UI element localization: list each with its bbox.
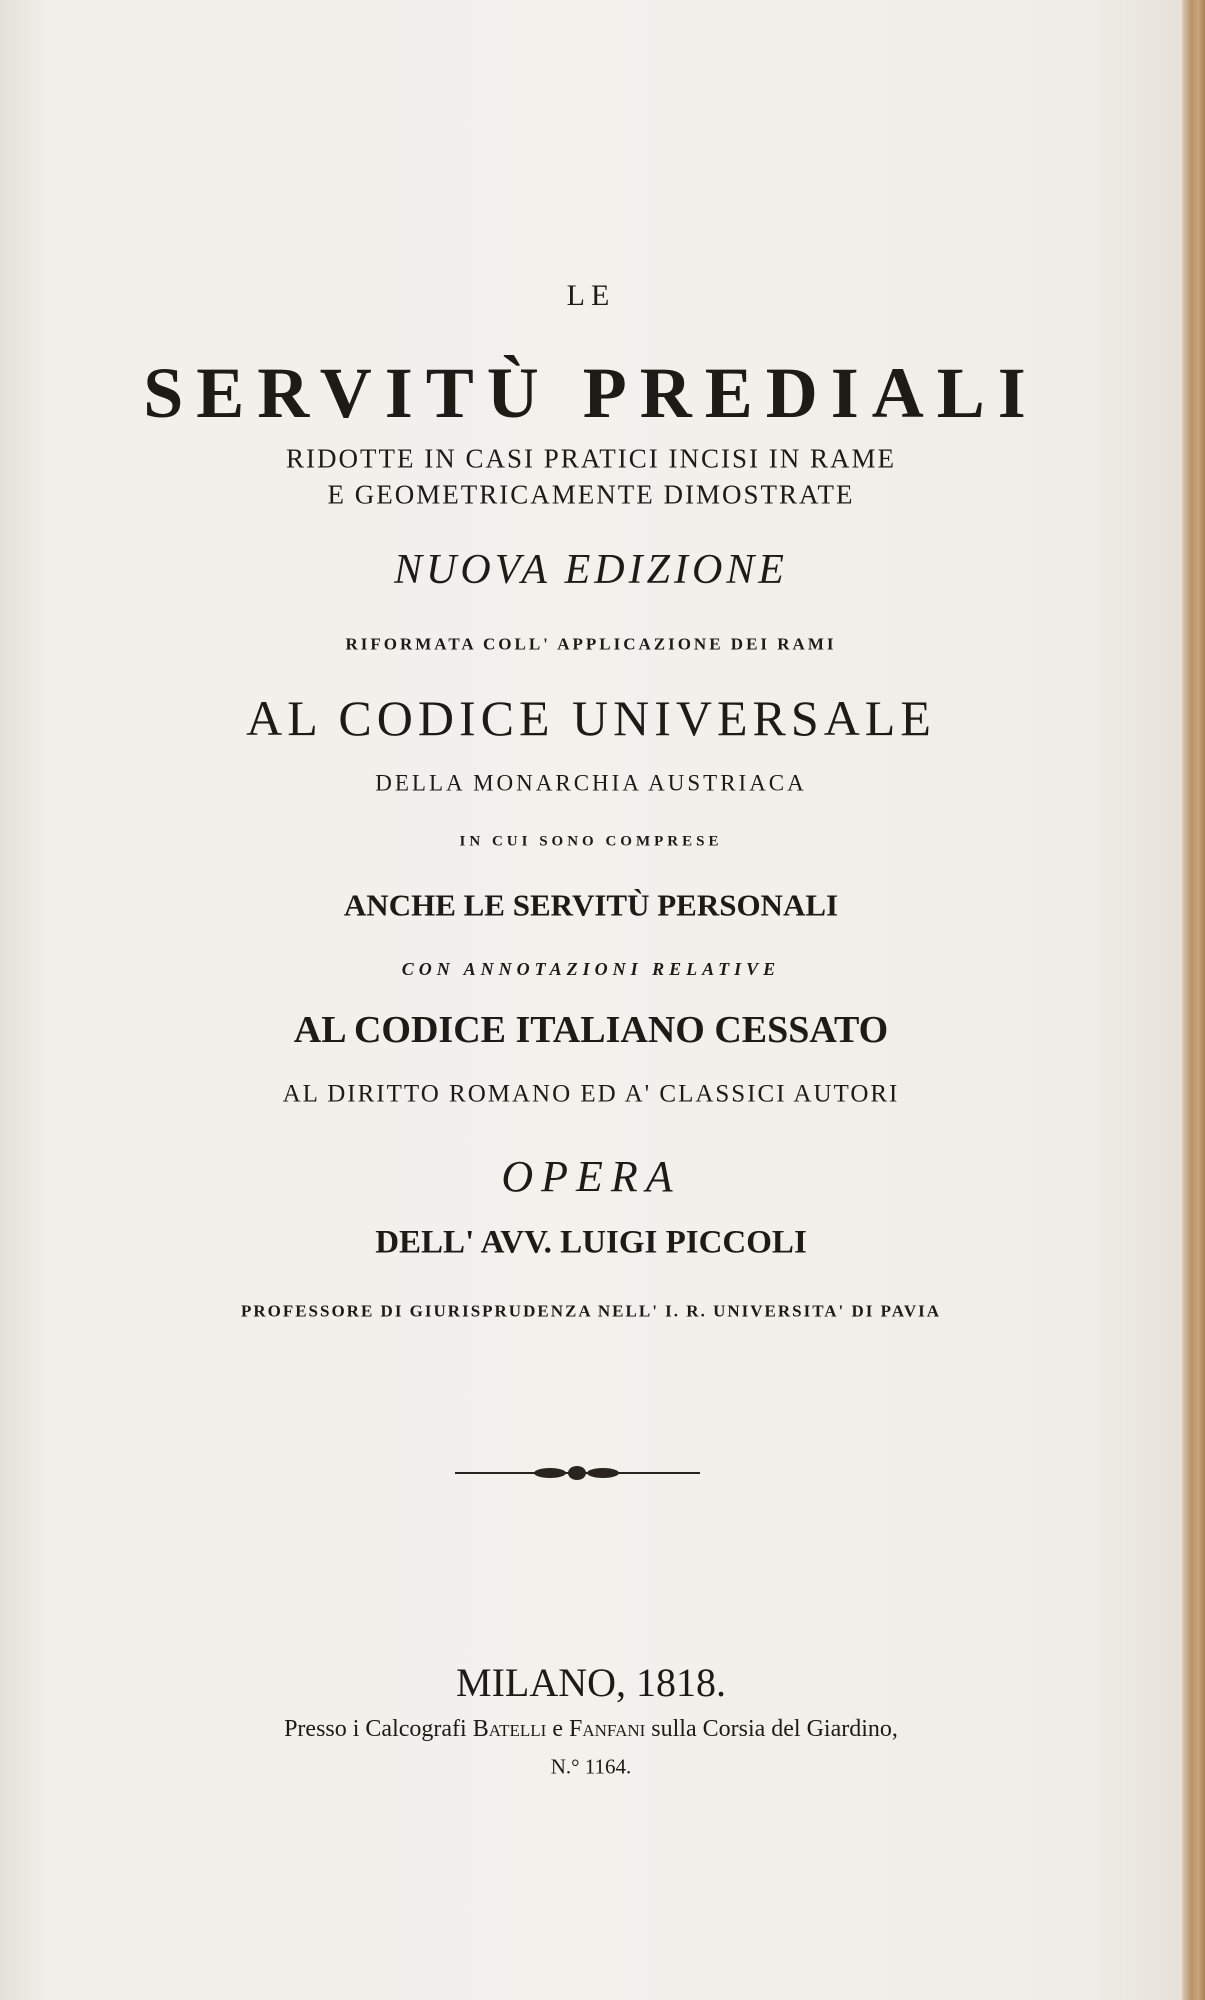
edition: NUOVA EDIZIONE	[394, 547, 788, 593]
included-line: IN CUI SONO COMPRESE	[459, 833, 723, 850]
publisher-name-2: Fanfani	[568, 1716, 646, 1742]
work-label: OPERA	[501, 1152, 681, 1201]
author: DELL' AVV. LUIGI PICCOLI	[375, 1224, 807, 1261]
reformed-line: RIFORMATA COLL' APPLICAZIONE DEI RAMI	[345, 634, 837, 654]
publisher-name-1: Batelli	[472, 1716, 547, 1742]
page-edges	[1182, 0, 1205, 2000]
subtitle-line-1: RIDOTTE IN CASI PRATICI INCISI IN RAME	[286, 443, 896, 474]
italian-code-line: AL CODICE ITALIANO CESSATO	[293, 1009, 889, 1051]
ornament-rule-icon	[455, 1464, 700, 1482]
main-title: SERVITÙ PREDIALI	[143, 353, 1039, 433]
author-title: PROFESSORE DI GIURISPRUDENZA NELL' I. R. UNIVERSITA' DI PAVIA	[240, 1301, 942, 1321]
code-line: AL CODICE UNIVERSALE	[246, 690, 936, 746]
publisher-line	[0, 1717, 1182, 1741]
publisher-post: sulla Corsia del Giardino,	[645, 1716, 898, 1742]
publisher-pre: Presso i Calcografi	[284, 1716, 473, 1742]
title-article: LE	[566, 279, 616, 312]
address-number: N.° 1164.	[550, 1754, 632, 1779]
roman-law-line: AL DIRITTO ROMANO ED A' CLASSICI AUTORI	[282, 1080, 900, 1108]
publisher-mid: e	[546, 1716, 569, 1742]
monarchy-line: DELLA MONARCHIA AUSTRIACA	[375, 770, 807, 796]
annotations-line: CON ANNOTAZIONI RELATIVE	[401, 959, 781, 979]
place-year: MILANO, 1818.	[456, 1660, 726, 1705]
personal-servitudes-line: ANCHE LE SERVITÙ PERSONALI	[343, 887, 839, 923]
subtitle-line-2: E GEOMETRICAMENTE DIMOSTRATE	[327, 479, 855, 510]
